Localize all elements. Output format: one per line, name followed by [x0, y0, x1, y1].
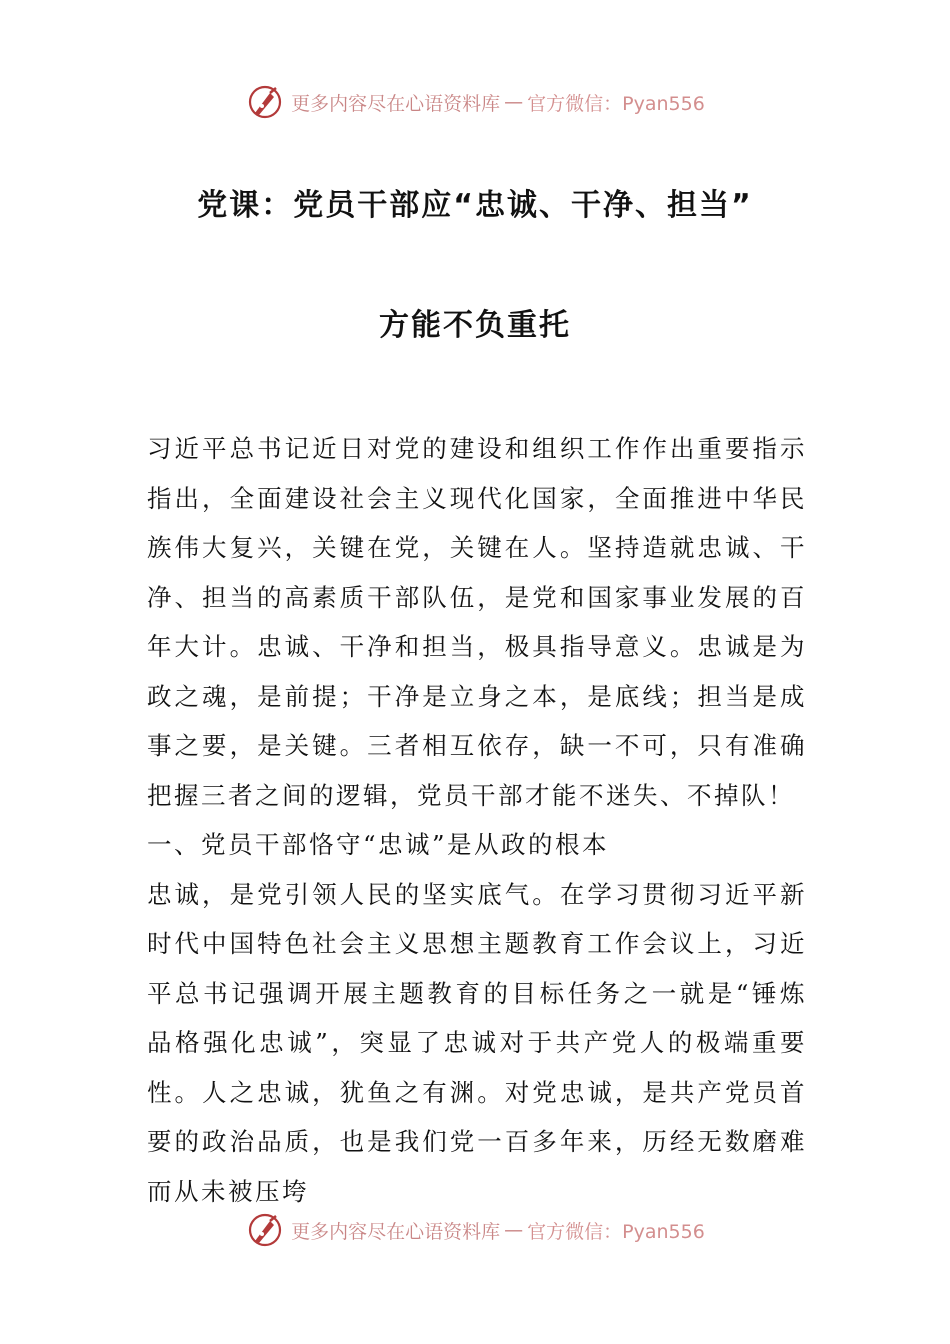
watermark-separator: —	[504, 91, 524, 113]
section-1-heading: 一、党员干部恪守“忠诚”是从政的根本	[147, 830, 610, 859]
section-1-paragraph: 忠诚，是党引领人民的坚实底气。在学习贯彻习近平新时代中国特色社会主义思想主题教育工作会议上，习近平总书记强调开展主题教育的目标任务之一就是“锤炼品格强化忠诚”，突显了忠诚对于共产党人的极端重要性。人之忠诚，犹鱼之有渊。对党忠诚，是共产党员首要的政治品质，也是我们党一百多年来，历经无数磨难而从未被压垮	[147, 879, 807, 1206]
watermark-text: 更多内容尽在心语资料库	[291, 1220, 501, 1243]
page-title-line-1: 党课：党员干部应“忠诚、干净、担当”	[197, 188, 753, 223]
watermark-text: 更多内容尽在心语资料库	[291, 92, 501, 115]
watermark-banner-top	[0, 82, 950, 122]
watermark-banner-bottom	[0, 1210, 950, 1250]
watermark-wechat: 官方微信：Pyan556	[527, 1220, 705, 1243]
page-title-line-2: 方能不负重托	[379, 308, 571, 343]
pen-nib-circle-icon	[245, 82, 285, 122]
watermark-separator: —	[504, 1219, 524, 1241]
pen-nib-circle-icon	[245, 1210, 285, 1250]
document-body	[147, 424, 807, 1216]
watermark-wechat: 官方微信：Pyan556	[527, 92, 705, 115]
intro-paragraph: 习近平总书记近日对党的建设和组织工作作出重要指示指出，全面建设社会主义现代化国家，全面推进中华民族伟大复兴，关键在党，关键在人。坚持造就忠诚、干净、担当的高素质干部队伍，是党和国家事业发展的百年大计。忠诚、干净和担当，极具指导意义。忠诚是为政之魂，是前提；干净是立身之本，是底线；担当是成事之要，是关键。三者相互依存，缺一不可，只有准确把握三者之间的逻辑，党员干部才能不迷失、不掉队！	[147, 434, 807, 810]
